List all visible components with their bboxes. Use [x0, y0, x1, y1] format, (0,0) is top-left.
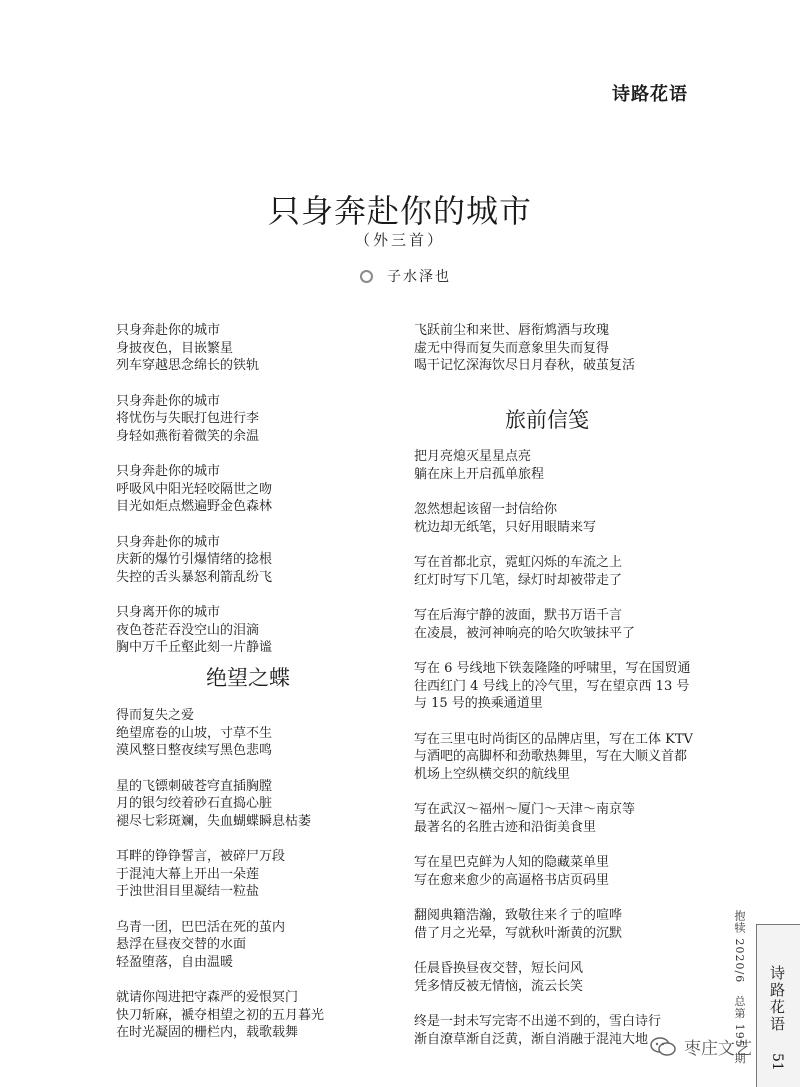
poem-line: 忽然想起该留一封信给你 — [414, 502, 558, 517]
stanza — [116, 989, 446, 1042]
article-title: 只身奔赴你的城市 — [267, 192, 532, 230]
poem-3-title: 旅前信笺 — [505, 408, 589, 432]
poem-line: 写在武汉～福州～厦门～天津～南京等 — [414, 802, 636, 817]
stanza — [414, 801, 698, 836]
section-tab-label: 诗路花语 — [768, 965, 786, 1033]
poem-line: 写在三里屯时尚街区的品牌店里，写在工体 KTV 与酒吧的高脚杯和劲歌热舞里，写在大顺义首都机场上空纵横交织的航线里 — [414, 731, 693, 782]
poem-line: 快刀斩麻，褫夺相望之初的五月暮光 — [116, 1007, 325, 1023]
poem-line: 耳畔的铮铮誓言，被碎尸万段 — [116, 849, 286, 864]
author-byline — [360, 266, 451, 286]
poem-line: 写在 6 号线地下铁轰隆隆的呼啸里，写在国贸通往西红门 4 号线上的冷气里，写在望京西 13 号与 15 号的换乘通道里 — [414, 661, 691, 711]
poem-line: 绝望席卷的山坡，寸草不生 — [116, 725, 273, 741]
poem-line: 飞跃前尘和来世、唇衔鸩酒与玫瑰 — [414, 323, 610, 338]
poem-line: 在时光凝固的栅栏内，载歌载舞 — [116, 1025, 299, 1040]
poem-line: 列车穿越思念绵长的铁轨 — [116, 358, 260, 373]
poem-line: 只身奔赴你的城市 — [116, 534, 221, 550]
poem-line: 星的飞镖刺破苍穹直插胸膛 — [116, 778, 273, 794]
author-name: 子水泽也 — [387, 269, 451, 285]
poem-line: 翻阅典籍浩瀚，致敬往来彳亍的喧哗 — [414, 908, 623, 923]
poem-line: 写在首都北京，霓虹闪烁的车流之上 — [414, 555, 623, 570]
poem-line: 最著名的名胜古迹和沿街美食里 — [414, 819, 597, 835]
poem-line: 枕边却无纸笔，只好用眼睛来写 — [414, 519, 597, 535]
poem-line: 呼吸风中阳光轻咬隔世之吻 — [116, 481, 273, 497]
poem-line: 把月亮熄灭星星点亮 — [414, 449, 532, 464]
poem-line: 月的银匀绞着砂石直捣心脏 — [116, 796, 273, 811]
stanza — [414, 854, 698, 889]
stanza — [414, 731, 698, 784]
poem-line: 就请你闯进把守森严的爱恨冥门 — [116, 990, 299, 1005]
stanza — [414, 501, 698, 536]
poem-line: 夜色苍茫吞没空山的泪滴 — [116, 622, 260, 638]
stanza — [116, 848, 446, 901]
stanza — [116, 463, 446, 516]
poem-line: 身披夜色，目嵌繁星 — [116, 340, 234, 356]
poem-line: 于浊世泪目里凝结一粒盐 — [116, 884, 260, 899]
poem-line: 将忧伤与失眠打包进行李 — [116, 411, 260, 426]
bullet-icon — [360, 270, 373, 283]
article-subtitle: （外三首） — [354, 231, 445, 249]
section-tab — [756, 924, 800, 1087]
poem-line: 凭多情反被无情恼，流云长笑 — [414, 978, 584, 994]
poem-2 — [116, 707, 446, 1060]
stanza — [116, 393, 446, 446]
poem-line: 失控的舌头暴怒利箭乱纷飞 — [116, 569, 273, 585]
poem-line: 终是一封未写完寄不出递不到的，雪白诗行 — [414, 1014, 662, 1029]
poem-line: 写在星巴克鲜为人知的隐藏菜单里 — [414, 855, 610, 870]
poem-line: 喝干记忆深海饮尽日月春秋，破茧复活 — [414, 358, 636, 373]
poem-line: 只身奔赴你的城市 — [116, 393, 221, 409]
stanza — [414, 607, 698, 642]
poem-line: 庆新的爆竹引爆情绪的捻根 — [116, 552, 273, 567]
poem-line: 躺在床上开启孤单旅程 — [414, 466, 545, 482]
poem-line: 于混沌大幕上开出一朵莲 — [116, 866, 260, 882]
stanza — [116, 322, 446, 375]
stanza — [116, 534, 446, 587]
wechat-icon — [650, 1037, 676, 1057]
poem-line: 目光如炬点燃遍野金色森林 — [116, 499, 273, 514]
poem-line: 渐自潦草渐自泛黄，渐自消融于混沌大地 — [414, 1031, 649, 1047]
stanza — [116, 778, 446, 831]
stanza — [116, 919, 446, 972]
poem-line: 悬浮在昼夜交替的水面 — [116, 937, 247, 952]
poem-line: 红灯时写下几笔，绿灯时却被带走了 — [414, 572, 623, 588]
watermark-text: 枣庄文艺 — [684, 1039, 752, 1059]
poem-line: 只身奔赴你的城市 — [116, 464, 221, 479]
poem-1 — [116, 322, 446, 657]
poem-line: 得而复失之爱 — [116, 708, 195, 723]
poem-3 — [414, 448, 698, 1066]
poem-line: 身轻如燕衔着微笑的余温 — [116, 428, 260, 444]
left-column — [116, 322, 446, 675]
stanza — [414, 448, 698, 483]
poem-line: 只身奔赴你的城市 — [116, 323, 221, 338]
poem-line: 写在后海宁静的波面，默书万语千言 — [414, 608, 623, 623]
watermark — [650, 1034, 752, 1059]
poem-line: 写在愈来愈少的高逼格书店页码里 — [414, 872, 610, 888]
poem-line: 只身离开你的城市 — [116, 605, 221, 620]
poem-line: 轻盈堕落，自由温暖 — [116, 954, 234, 970]
poem-line: 漠风整日整夜续写黑色悲鸣 — [116, 743, 273, 758]
issue-info: 抱犊 2020/6 总第 195 期 — [733, 910, 746, 1065]
section-label: 诗路花语 — [612, 84, 688, 105]
poem-2-title: 绝望之蝶 — [206, 666, 290, 690]
poem-line: 借了月之光晕，写就秋叶渐黄的沉默 — [414, 925, 623, 941]
poem-line: 褪尽七彩斑斓，失血蝴蝶瞬息枯萎 — [116, 813, 312, 829]
stanza — [414, 554, 698, 589]
stanza — [414, 960, 698, 995]
poem-line: 虚无中得而复失而意象里失而复得 — [414, 340, 610, 356]
stanza — [116, 604, 446, 657]
page-number: 51 — [769, 1053, 785, 1071]
poem-line: 胸中万千丘壑此刻一片静谧 — [116, 640, 273, 655]
poem-1-ending — [414, 322, 744, 375]
stanza — [116, 707, 446, 760]
stanza — [414, 660, 698, 713]
poem-line: 乌青一团，巴巴活在死的茧内 — [116, 919, 286, 935]
poem-line: 任晨昏换昼夜交替，短长问风 — [414, 961, 584, 976]
stanza — [414, 907, 698, 942]
poem-line: 在凌晨，被河神响亮的哈欠吹皱抹平了 — [414, 625, 636, 641]
